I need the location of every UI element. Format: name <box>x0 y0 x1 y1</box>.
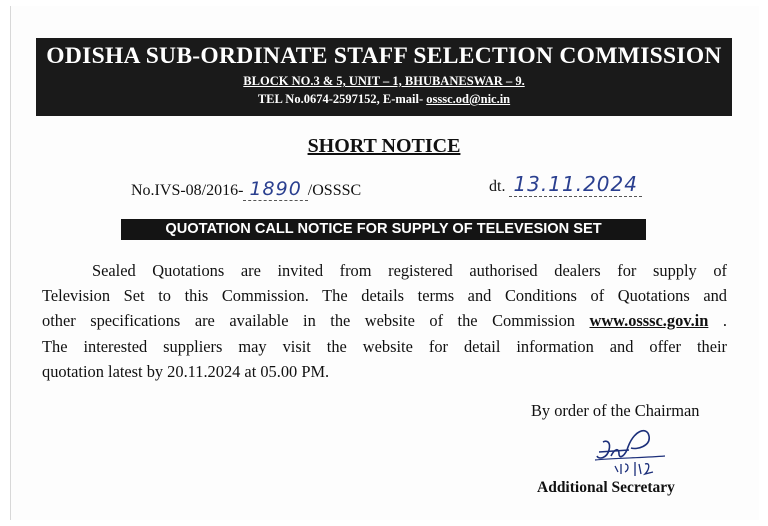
notice-title: SHORT NOTICE <box>307 135 461 157</box>
order-line: By order of the Chairman <box>531 401 700 420</box>
body-line <box>42 308 727 333</box>
letterhead-banner <box>36 38 732 116</box>
organization-name: ODISHA SUB-ORDINATE STAFF SELECTION COMMISSION <box>46 43 722 69</box>
email-address: osssc.od@nic.in <box>426 92 511 106</box>
body-line: Sealed Quotations are invited from registered authorised dealers for supply of <box>92 261 727 280</box>
notice-subject: QUOTATION CALL NOTICE FOR SUPPLY OF TELEVESION SET <box>121 219 646 240</box>
body-line: Television Set to this Commission. The details terms and Conditions of Quotations and <box>42 286 727 306</box>
body-line: quotation latest by 20.11.2024 at 05.00 PM. <box>42 361 330 381</box>
contact-line <box>36 92 732 107</box>
notice-body <box>42 258 727 384</box>
reference-suffix: /OSSSC <box>307 182 362 199</box>
reference-prefix: No.IVS-08/2016- <box>131 182 244 199</box>
body-text: other specifications are available in the website of the Commission <box>42 311 575 331</box>
body-line: The interested suppliers may visit the website for detail information and offer their <box>42 336 727 356</box>
body-text: . <box>722 311 727 331</box>
handwritten-reference-number: 1890 <box>243 178 307 201</box>
handwritten-date: 13.11.2024 <box>509 172 642 197</box>
website-link[interactable]: www.osssc.gov.in <box>589 311 709 331</box>
reference-number <box>131 178 361 201</box>
date-prefix: dt. <box>489 178 506 195</box>
signature-icon <box>585 420 705 480</box>
organization-address: BLOCK NO.3 & 5, UNIT – 1, BHUBANESWAR – 9. <box>243 74 525 88</box>
telephone: TEL No.0674-2597152, E-mail- <box>257 92 424 106</box>
signatory-title: Additional Secretary <box>537 479 675 496</box>
notice-date <box>489 172 642 197</box>
